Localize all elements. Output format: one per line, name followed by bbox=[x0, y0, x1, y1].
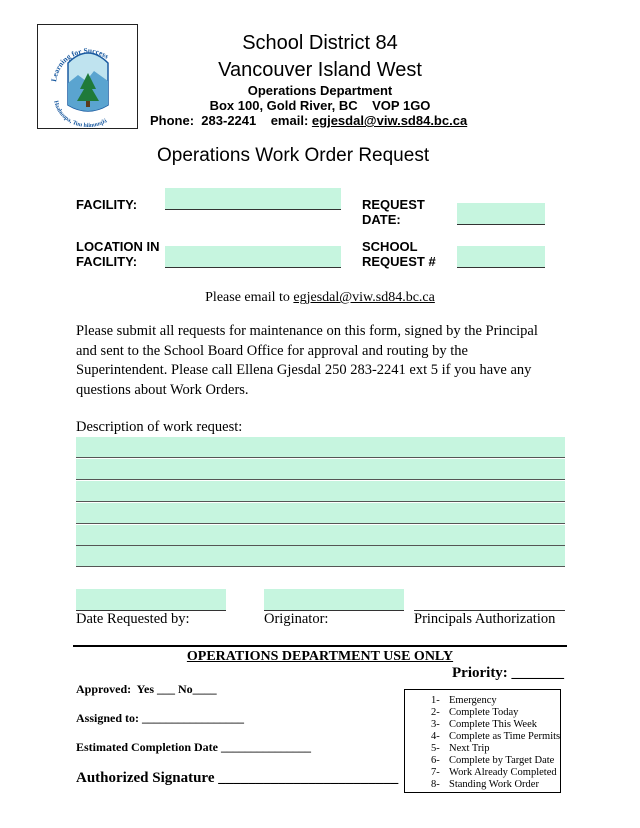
description-line-1[interactable] bbox=[76, 437, 565, 458]
request-date-field[interactable] bbox=[457, 203, 545, 225]
priority-label: Priority: _______ bbox=[452, 665, 565, 681]
priority-item: 4- Complete as Time Permits bbox=[431, 731, 561, 742]
originator-label: Originator: bbox=[264, 611, 329, 627]
logo-graphic bbox=[38, 25, 137, 128]
date-requested-label: Date Requested by: bbox=[76, 611, 190, 627]
originator-field[interactable] bbox=[264, 589, 404, 611]
school-request-label: SCHOOL REQUEST # bbox=[362, 239, 436, 269]
description-line-5[interactable] bbox=[76, 525, 565, 546]
priority-item: 7- Work Already Completed bbox=[431, 767, 557, 778]
priority-list bbox=[431, 695, 560, 791]
description-line-2[interactable] bbox=[76, 459, 565, 480]
facility-field[interactable] bbox=[165, 188, 341, 210]
priority-item: 5- Next Trip bbox=[431, 743, 490, 754]
priority-item: 6- Complete by Target Date bbox=[431, 755, 555, 766]
description-label: Description of work request: bbox=[76, 419, 243, 435]
district-name: Vancouver Island West bbox=[218, 59, 422, 81]
location-field[interactable] bbox=[165, 246, 341, 268]
description-line-4[interactable] bbox=[76, 503, 565, 524]
priority-item: 8- Standing Work Order bbox=[431, 779, 539, 790]
request-date-label: REQUEST DATE: bbox=[362, 197, 425, 227]
svg-text:Learning for Success: Learning for Success bbox=[49, 45, 111, 83]
department-name: Operations Department bbox=[247, 83, 393, 98]
email-instruction: Please email to egjesdal@viw.sd84.bc.ca bbox=[205, 290, 435, 305]
description-line-6[interactable] bbox=[76, 546, 565, 567]
authorized-signature-line: Authorized Signature ________________________ bbox=[76, 770, 399, 786]
svg-text:Haahuupa, Tuu hiinuuqƛi: Haahuupa, Tuu hiinuuqƛi bbox=[52, 100, 109, 128]
department-address: Box 100, Gold River, BC VOP 1GO bbox=[209, 98, 431, 113]
facility-label: FACILITY: bbox=[76, 197, 138, 212]
phone-number: 283-2241 bbox=[201, 113, 257, 128]
form-email-link[interactable]: egjesdal@viw.sd84.bc.ca bbox=[293, 290, 435, 305]
estimated-completion-line: Estimated Completion Date _______________ bbox=[76, 740, 311, 754]
ops-heading: OPERATIONS DEPARTMENT USE ONLY bbox=[186, 649, 454, 664]
priority-item: 3- Complete This Week bbox=[431, 719, 538, 730]
contact-line bbox=[150, 113, 467, 128]
assigned-line: Assigned to: _________________ bbox=[76, 711, 245, 725]
principals-authorization-label: Principals Authorization bbox=[414, 611, 556, 627]
phone-label: Phone: bbox=[150, 113, 195, 128]
priority-item: 1- Emergency bbox=[431, 695, 497, 706]
description-line-3[interactable] bbox=[76, 481, 565, 502]
header-email-link[interactable]: egjesdal@viw.sd84.bc.ca bbox=[311, 113, 468, 128]
form-title: Operations Work Order Request bbox=[157, 145, 430, 166]
section-divider bbox=[73, 645, 567, 647]
school-request-field[interactable] bbox=[457, 246, 545, 268]
district-logo bbox=[37, 24, 138, 129]
approved-line: Approved: Yes ___ No____ bbox=[76, 682, 217, 696]
location-label: LOCATION IN FACILITY: bbox=[76, 239, 160, 269]
email-label: email: bbox=[270, 113, 309, 128]
instructions-paragraph: Please submit all requests for maintenance on this form, signed by the Principal and sent to the School Board Office for approval and routing by the Superintendent. Please call Ellena Gjesdal 250 283-2241 ext 5 if you have any questions about Work Orders. bbox=[76, 323, 538, 398]
priority-legend-box bbox=[404, 689, 561, 793]
district-title: School District 84 bbox=[242, 32, 398, 54]
priority-item: 2- Complete Today bbox=[431, 707, 519, 718]
date-requested-field[interactable] bbox=[76, 589, 226, 611]
